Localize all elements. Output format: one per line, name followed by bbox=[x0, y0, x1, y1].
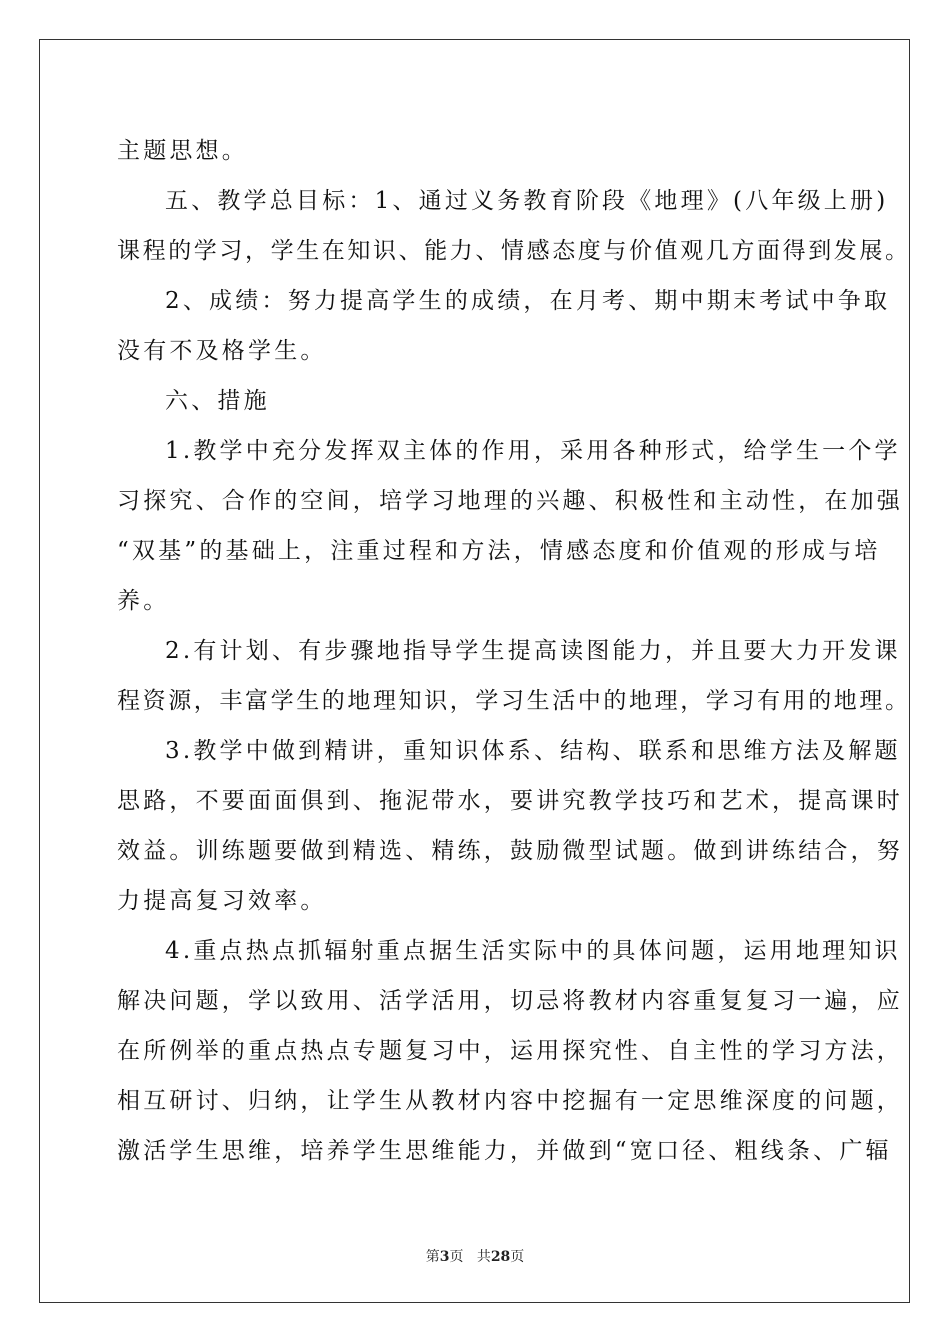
footer-total-pages: 28 bbox=[490, 1249, 511, 1265]
text-line: 五、教学总目标：1、通过义务教育阶段《地理》(八年级上册) bbox=[165, 188, 889, 214]
text-line: 2、成绩：努力提高学生的成绩，在月考、期中期末考试中争取 bbox=[165, 288, 891, 314]
text-line: 思路，不要面面俱到、拖泥带水，要讲究教学技巧和艺术，提高课时 bbox=[117, 788, 903, 814]
text-line: 4.重点热点抓辐射重点据生活实际中的具体问题，运用地理知识 bbox=[165, 938, 901, 964]
text-line: 课程的学习，学生在知识、能力、情感态度与价值观几方面得到发展。 bbox=[117, 238, 911, 264]
text-line: 激活学生思维，培养学生思维能力，并做到“宽口径、粗线条、广辐 bbox=[117, 1138, 892, 1164]
footer-page-suffix: 页 bbox=[449, 1249, 464, 1265]
text-line: 主题思想。 bbox=[117, 138, 248, 164]
footer-total-suffix: 页 bbox=[510, 1249, 525, 1265]
text-line: 力提高复习效率。 bbox=[117, 888, 327, 914]
text-line: 1.教学中充分发挥双主体的作用，采用各种形式，给学生一个学 bbox=[165, 438, 901, 464]
footer-page-prefix: 第 bbox=[425, 1249, 440, 1265]
text-line: 没有不及格学生。 bbox=[117, 338, 327, 364]
text-line: 在所例举的重点热点专题复习中，运用探究性、自主性的学习方法， bbox=[117, 1038, 903, 1064]
text-line: 习探究、合作的空间，培学习地理的兴趣、积极性和主动性，在加强 bbox=[117, 488, 903, 514]
footer-page-number: 3 bbox=[439, 1249, 450, 1265]
text-line: 程资源，丰富学生的地理知识，学习生活中的地理，学习有用的地理。 bbox=[117, 688, 911, 714]
text-line: 解决问题，学以致用、活学活用，切忌将教材内容重复复习一遍，应 bbox=[117, 988, 903, 1014]
text-line: 六、措施 bbox=[165, 388, 270, 414]
page-footer bbox=[0, 1246, 950, 1266]
text-line: 相互研讨、归纳，让学生从教材内容中挖掘有一定思维深度的问题， bbox=[117, 1088, 903, 1114]
text-line: 2.有计划、有步骤地指导学生提高读图能力，并且要大力开发课 bbox=[165, 638, 901, 664]
text-line: 3.教学中做到精讲，重知识体系、结构、联系和思维方法及解题 bbox=[165, 738, 901, 764]
text-line: 养。 bbox=[117, 588, 170, 614]
footer-total-prefix: 共 bbox=[476, 1249, 491, 1265]
text-line: 效益。训练题要做到精选、精练，鼓励微型试题。做到讲练结合，努 bbox=[117, 838, 903, 864]
text-line: “双基”的基础上，注重过程和方法，情感态度和价值观的形成与培 bbox=[117, 538, 881, 564]
